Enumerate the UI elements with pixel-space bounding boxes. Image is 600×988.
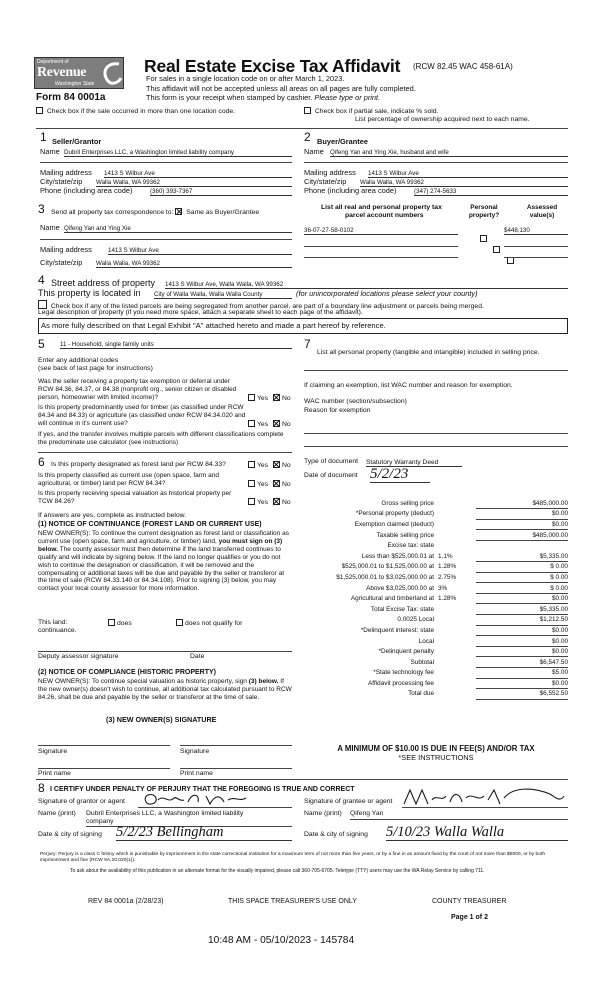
document-type-field[interactable]: Statutory Warranty Deed xyxy=(366,459,462,467)
calc-row-rate xyxy=(438,646,476,657)
legal-description-box[interactable]: As more fully described on that Legal Exhibit "A" attached hereto and made a part hereof by reference. xyxy=(38,318,568,334)
partial-sale-note: List percentage of ownership acquired next to each name. xyxy=(355,116,530,123)
owner-print-2-label: Print name xyxy=(180,770,213,777)
seller-phone-label: Phone (including area code) xyxy=(40,186,133,195)
page-title: Real Estate Excise Tax Affidavit xyxy=(144,56,401,76)
logo-line3: Washington State xyxy=(55,81,95,87)
q6-1-answer xyxy=(248,461,291,470)
partial-sale-label: Check box if partial sale, indicate % sold. xyxy=(314,108,439,115)
q5-2-yes-checkbox[interactable] xyxy=(248,420,255,427)
q6-2-yes-checkbox[interactable] xyxy=(248,480,255,487)
calc-row-rate xyxy=(438,689,476,700)
partial-sale-checkbox[interactable] xyxy=(304,107,311,114)
land-use-code-field[interactable]: 11 - Household, single family units xyxy=(60,341,292,349)
calc-row-label: Exemption claimed (deduct) xyxy=(354,520,434,528)
logo-line2: Revenue xyxy=(37,65,87,80)
multi-location-row xyxy=(36,107,235,116)
does-label: does xyxy=(117,620,132,627)
calc-row-value[interactable]: $5,335.00 xyxy=(476,551,568,562)
parcel-2-personal-checkbox[interactable] xyxy=(493,246,500,253)
calc-row-rate xyxy=(438,498,476,509)
calc-row-value[interactable]: $0.00 xyxy=(476,678,568,689)
q6-2-text: Is this property classified as current use (open space, farm and agricultural, or timber) land per RCW 84.34? xyxy=(38,472,220,487)
personal-property-head: Personal property? xyxy=(468,204,500,219)
calc-row-rate: 1.28% xyxy=(438,563,457,571)
calc-row-value[interactable] xyxy=(476,540,568,551)
q5-3-text: If yes, and the transfer involves multiple parcels with different classifications complete the predominate use calculator (see instructions) xyxy=(38,431,284,446)
buyer-name-field[interactable]: Qifeng Yan and Ying Xie, husband and wife xyxy=(330,149,568,157)
calc-row xyxy=(306,551,568,562)
does-not-qualify-checkbox[interactable] xyxy=(176,619,183,626)
q6-1-no-label: No xyxy=(281,462,291,469)
does-row xyxy=(108,619,132,628)
deputy-date-label: Date xyxy=(190,653,205,660)
treasurer-use-label: THIS SPACE TREASURER'S USE ONLY xyxy=(228,898,357,905)
calc-row-rate: 1.28% xyxy=(438,595,457,603)
calc-row-label: Total Excise Tax: state xyxy=(370,605,434,613)
calc-row xyxy=(306,678,568,689)
seller-city-field[interactable]: Walla Walla, WA 99362 xyxy=(96,179,292,187)
q5-1-no-checkbox[interactable] xyxy=(273,394,280,401)
segregate-label: Check box if any of the listed parcels are being segregated from another parcel, are part of a boundary line adjustment or parcels being merged. xyxy=(50,303,484,310)
q5-2-no-label: No xyxy=(281,421,291,428)
calc-row-rate xyxy=(438,636,476,647)
same-as-buyer-label: Same as Buyer/Grantee xyxy=(186,209,260,216)
reason-label: Reason for exemption xyxy=(304,407,371,414)
calc-row-value[interactable]: $1,212.50 xyxy=(476,615,568,626)
buyer-city-label: City/state/zip xyxy=(304,177,347,186)
calc-row xyxy=(306,583,568,594)
calc-row-label: Total due xyxy=(408,690,434,698)
calc-row xyxy=(306,625,568,636)
this-land-label: This land: xyxy=(38,619,68,626)
located-label: This property is located in xyxy=(38,288,141,298)
buyer-phone-field[interactable]: (347) 274-5633 xyxy=(414,188,568,196)
q5-1-yes-checkbox[interactable] xyxy=(248,394,255,401)
see-instructions: *SEE INSTRUCTIONS xyxy=(398,753,474,762)
seller-heading: Seller/Grantor xyxy=(52,137,102,146)
same-as-buyer-checkbox[interactable] xyxy=(175,208,182,215)
calc-row xyxy=(306,540,568,551)
logo-swirl-icon xyxy=(99,60,123,86)
grantee-name-field[interactable]: Qifeng Yan xyxy=(350,810,384,817)
multi-location-label: Check box if the sale occurred in more than one location code. xyxy=(46,108,236,115)
calc-row-rate xyxy=(438,657,476,668)
section-8-number: 8 xyxy=(38,781,45,795)
corr-mail-field[interactable]: 1413 S Wilbur Ave xyxy=(108,247,292,255)
buyer-city-field[interactable]: Walla Walla, WA 99362 xyxy=(360,179,568,187)
calc-row xyxy=(306,657,568,668)
calc-row xyxy=(306,572,568,583)
legal-description-label: Legal description of property (if you need more space, attach a separate sheet to each page of the affidavit). xyxy=(38,309,363,316)
seller-name-label: Name xyxy=(40,147,60,156)
corr-name-label: Name xyxy=(40,223,60,232)
q5-1-yes-label: Yes xyxy=(257,395,269,402)
q5-2-no-checkbox[interactable] xyxy=(273,420,280,427)
calc-row-value[interactable]: $0.00 xyxy=(476,519,568,530)
calc-row-value[interactable]: $ 0.00 xyxy=(476,572,568,583)
calc-row-label: *Delinquent penalty xyxy=(378,648,434,656)
q5-1-text: Was the seller receiving a property tax exemption or deferral under RCW 84.36, 84.37, or 84.38 (nonprofit org., senior citizen or disabled person, homeowner with limited income)? xyxy=(38,378,237,401)
calc-row-rate: 2.75% xyxy=(438,573,457,581)
calc-row-value[interactable]: $485,000.00 xyxy=(476,498,568,509)
owner-signature-2-label: Signature xyxy=(180,748,210,755)
calc-row xyxy=(306,636,568,647)
additional-codes-note: (see back of last page for instructions) xyxy=(38,365,153,372)
corr-city-field[interactable]: Walla Walla, WA 99362 xyxy=(96,260,292,268)
grantor-date-city-field[interactable]: 5/2/23 Bellingham xyxy=(116,824,292,841)
buyer-heading: Buyer/Grantee xyxy=(317,137,368,146)
header-line-3-text: This form is your receipt when stamped by cashier. xyxy=(146,93,313,102)
logo-line1: Department of xyxy=(37,59,69,65)
calc-row-value[interactable]: $0.00 xyxy=(476,636,568,647)
notice-2-bold: (3) below. xyxy=(248,678,279,685)
calc-row-rate xyxy=(438,519,476,530)
segregate-checkbox[interactable] xyxy=(38,300,47,309)
calc-row-rate xyxy=(438,615,476,626)
q6-2-answer xyxy=(248,480,291,489)
does-not-row xyxy=(176,619,242,628)
grantee-signature-label: Signature of grantee or agent xyxy=(304,798,393,805)
header-line-1: For sales in a single location code on or after March 1, 2023. xyxy=(146,74,345,83)
q6-3-no-label: No xyxy=(281,499,291,506)
calc-row-value[interactable]: $6,547.50 xyxy=(476,657,568,668)
calc-row-rate xyxy=(438,509,476,520)
wac-label: WAC number (section/subsection) xyxy=(304,398,407,405)
grantor-name-field[interactable]: Dubril Enterprises LLC, a Washington limited liability company xyxy=(86,810,244,825)
document-date-field[interactable]: 5/2/23 xyxy=(370,466,430,483)
q6-3-yes-label: Yes xyxy=(257,499,269,506)
grantor-signature[interactable] xyxy=(140,790,250,808)
section-5-number: 5 xyxy=(38,337,45,351)
parcel-1-number[interactable]: 36-07-27-58-0102 xyxy=(304,227,458,235)
form-revision: REV 84 0001a (2/28/23) xyxy=(88,898,164,905)
seller-name-field[interactable]: Dubril Enterprises LLC, a Washington limited liability company xyxy=(64,149,292,157)
q5-1-answer xyxy=(248,394,291,403)
calc-row-value[interactable]: $5.00 xyxy=(476,668,568,679)
q5-2-text: Is this property predominantly used for timber (as classified under RCW 84.34 and 84.33) or agriculture (as classified under RCW 84.34.020 and will continue in it's current use? xyxy=(38,404,246,427)
calc-row-label: *Personal property (deduct) xyxy=(355,510,434,518)
calc-row-value[interactable]: $0.00 xyxy=(476,593,568,604)
q6-1-yes-checkbox[interactable] xyxy=(248,461,255,468)
correspondence-label: Send all property tax correspondence to: xyxy=(51,209,174,216)
minimum-notice: A MINIMUM OF $10.00 IS DUE IN FEE(S) AND/OR TAX xyxy=(337,744,535,753)
grantee-name-label: Name (print) xyxy=(304,810,342,817)
notice-1-text-a: NEW OWNER(S): To continue the current designation as forest land or classification as current use (open space, farm and agriculture, or timber) land, xyxy=(38,530,289,545)
corr-city-label: City/state/zip xyxy=(40,258,83,267)
corr-mail-label: Mailing address xyxy=(40,245,92,254)
corr-name-field[interactable]: Qifeng Yan and Ying Xie xyxy=(64,225,292,233)
section-6-number: 6 xyxy=(38,455,45,469)
calc-row-rate: 1.1% xyxy=(438,552,453,560)
notice-2-text-b: If the new owner(s) doesn't wish to continue, all additional tax calculated pursuant to RCW 84.26, shall be due and payable by the seller or transferor at the time of sale. xyxy=(38,678,292,701)
q5-2-yes-label: Yes xyxy=(257,421,269,428)
grantor-date-city-label: Date & city of signing xyxy=(38,831,102,838)
calc-row-label: Affidavit processing fee xyxy=(368,679,434,687)
calc-row-rate xyxy=(438,530,476,541)
notice-1-text-b: The county assessor must then determine if the land transferred continues to qualify and will indicate by signing below. If the land no longer qualifies or you do not wish to continue the designation or classification, it will be removed and the compensating or additional taxes will be due and payable by the seller or transferor at the time of sale (RCW 84.33.140 or 84.34.108). Prior to signing (3) below, you may contact your local county assessor for more information. xyxy=(38,545,285,593)
q6-1-text: Is this property designated as forest land per RCW 84.33? xyxy=(51,461,226,468)
calc-row-rate xyxy=(438,604,476,615)
page-number: Page 1 of 2 xyxy=(451,914,488,921)
grantor-name-label: Name (print) xyxy=(38,810,76,817)
notice-1-bold: you must sign on (3) below. xyxy=(38,537,283,553)
rcw-reference: (RCW 82.45 WAC 458-61A) xyxy=(413,62,513,71)
q6-3-no-checkbox[interactable] xyxy=(273,498,280,505)
does-not-label: does not qualify for xyxy=(185,620,243,627)
calc-row-value[interactable]: $485,000.00 xyxy=(476,530,568,541)
calc-row-value[interactable]: $0.00 xyxy=(476,625,568,636)
calc-row-value[interactable]: $0.00 xyxy=(476,509,568,520)
seller-city-label: City/state/zip xyxy=(40,177,83,186)
header-line-2: This affidavit will not be accepted unless all areas on all pages are fully completed. xyxy=(146,83,416,93)
calc-row xyxy=(306,604,568,615)
notice-2-text xyxy=(38,678,294,702)
calc-row-label: Subtotal xyxy=(410,658,434,666)
alternate-format-notice: To ask about the availability of this publication in an alternate format for the visually impaired, please call 360-705-6705. Teletype (TTY) users may use the WA Relay Service by calling 711. xyxy=(70,868,485,874)
street-address-field[interactable]: 1413 S Wilbur Ave, Walla Walla, WA 99362 xyxy=(165,281,568,289)
calc-row-label: *State technology fee xyxy=(373,669,434,677)
q5-2-answer xyxy=(248,420,291,429)
calc-row xyxy=(306,646,568,657)
calc-row-value[interactable]: $0.00 xyxy=(476,646,568,657)
calc-row-label: Gross selling price xyxy=(381,499,434,507)
calc-row xyxy=(306,519,568,530)
parcel-1-personal-checkbox[interactable] xyxy=(480,235,487,242)
q6-3-yes-checkbox[interactable] xyxy=(248,498,255,505)
multi-location-checkbox[interactable] xyxy=(36,107,43,114)
calc-row-label: Taxable selling price xyxy=(376,531,434,539)
parcels-head-2: parcel account numbers xyxy=(345,212,424,219)
calc-row-label: *Delinquent interest: state xyxy=(360,626,434,634)
recording-stamp: 10:48 AM - 05/10/2023 - 145784 xyxy=(208,935,355,946)
calc-row-label: Less than $525,000.01 at xyxy=(361,552,434,560)
grantor-signature-label: Signature of grantor or agent xyxy=(38,798,125,805)
q6-3-text: Is this property receiving special valuation as historical property per TCW 84.26? xyxy=(38,490,232,505)
section-4-number: 4 xyxy=(38,273,45,287)
q6-2-yes-label: Yes xyxy=(257,481,269,488)
partial-sale-row xyxy=(304,107,438,116)
dor-logo xyxy=(34,57,124,89)
notice-2-heading: (2) NOTICE OF COMPLIANCE (HISTORIC PROPERTY) xyxy=(38,669,216,676)
calc-row-label: Local xyxy=(418,637,434,645)
notice-3-heading: (3) NEW OWNER(S) SIGNATURE xyxy=(106,715,217,724)
seller-mail-label: Mailing address xyxy=(40,168,92,177)
calc-row-label: Excise tax: state xyxy=(387,542,434,550)
calc-row-rate xyxy=(438,540,476,551)
buyer-phone-label: Phone (including area code) xyxy=(304,186,397,195)
document-date-label: Date of document xyxy=(304,472,358,479)
notice-1-text xyxy=(38,530,294,593)
calc-row-label: 0.0025 Local xyxy=(397,616,434,624)
notice-1-heading: (1) NOTICE OF CONTINUANCE (FOREST LAND OR CURRENT USE) xyxy=(38,521,262,528)
exemption-label: If claiming an exemption, list WAC number and reason for exemption. xyxy=(304,382,513,389)
q6-1-no-checkbox[interactable] xyxy=(273,461,280,468)
parcels-head-1: List all real and personal property tax xyxy=(321,204,442,211)
calc-row xyxy=(306,562,568,573)
owner-print-1-label: Print name xyxy=(38,770,71,777)
grantee-date-city-field[interactable]: 5/10/23 Walla Walla xyxy=(386,824,568,841)
tax-calculation-table xyxy=(306,498,568,700)
q5-1-no-label: No xyxy=(281,395,291,402)
calc-row xyxy=(306,668,568,679)
calc-row-label: Agricultural and timberland at xyxy=(350,595,434,603)
calc-row-rate xyxy=(438,678,476,689)
certify-statement: I CERTIFY UNDER PENALTY OF PERJURY THAT THE FOREGOING IS TRUE AND CORRECT xyxy=(50,786,355,793)
buyer-mail-label: Mailing address xyxy=(304,168,356,177)
grantee-date-city-label: Date & city of signing xyxy=(304,831,368,838)
calc-row-label: $525,000.01 to $1,525,000.00 at xyxy=(341,563,434,571)
parcel-1-value[interactable]: $448,130 xyxy=(504,227,568,235)
owner-signature-1-label: Signature xyxy=(38,748,68,755)
section-3-number: 3 xyxy=(38,202,45,216)
calc-row-rate: 3% xyxy=(438,584,448,592)
seller-mail-field[interactable]: 1413 S Wilbur Ave xyxy=(104,170,292,178)
calc-row-value[interactable]: $ 0.00 xyxy=(476,583,568,594)
section-2-number: 2 xyxy=(304,130,311,144)
calc-row-label: $1,525,000.01 to $3,025,000.00 at xyxy=(336,573,434,581)
notice-2-text-a: NEW OWNER(S): To continue special valuation as historic property, sign xyxy=(38,678,247,685)
calc-row xyxy=(306,498,568,509)
calc-row-value[interactable]: $ 0.00 xyxy=(476,562,568,573)
street-label: Street address of property xyxy=(51,278,156,288)
located-note: (for unincorporated locations please select your county) xyxy=(296,289,478,298)
seller-phone-field[interactable]: (360) 393-7367 xyxy=(150,188,292,196)
header-line-3 xyxy=(146,94,380,102)
calc-row-label: Above $3,025,000.00 at xyxy=(366,584,434,592)
header-line-3-italic: Please type or print. xyxy=(314,93,381,102)
calc-row-rate xyxy=(438,668,476,679)
calc-row-value[interactable]: $6,552.50 xyxy=(476,689,568,700)
calc-row-value[interactable]: $5,335.00 xyxy=(476,604,568,615)
q6-2-no-label: No xyxy=(281,481,291,488)
q6-1-yes-label: Yes xyxy=(257,462,269,469)
section-1-number: 1 xyxy=(40,130,47,144)
calc-row xyxy=(306,593,568,604)
section-7-number: 7 xyxy=(304,337,311,351)
q6-instructions: If answers are yes, complete as instructed below. xyxy=(38,512,187,519)
buyer-name-label: Name xyxy=(304,147,324,156)
calc-row xyxy=(306,615,568,626)
perjury-notice: Perjury: Perjury is a class C felony which is punishable by imprisonment in the state correctional institution for a maximum term of not more than five years, or by a fine in an amount fixed by the court of not more than $5000, or by both imprisonment and fine (RCW 9A.20.020(1)). xyxy=(40,852,546,863)
q6-2-no-checkbox[interactable] xyxy=(273,480,280,487)
calc-row xyxy=(306,509,568,520)
deputy-signature-label: Deputy assessor signature xyxy=(38,653,119,660)
additional-codes-label: Enter any additional codes xyxy=(38,357,119,364)
does-qualify-checkbox[interactable] xyxy=(108,619,115,626)
q6-3-answer xyxy=(248,498,291,507)
county-treasurer-label: COUNTY TREASURER xyxy=(432,898,507,905)
parcel-3-personal-checkbox[interactable] xyxy=(507,257,514,264)
assessed-value-head: Assessed value(s) xyxy=(526,204,558,219)
form-number: Form 84 0001a xyxy=(36,92,106,103)
calc-row xyxy=(306,530,568,541)
correspondence-row xyxy=(51,208,259,217)
personal-property-text: List all personal property (tangible and intangible) included in selling price. xyxy=(317,349,540,356)
calc-row xyxy=(306,689,568,700)
continuance-label: continuance. xyxy=(38,627,77,634)
buyer-mail-field[interactable]: 1413 S Wilbur Ave xyxy=(368,170,568,178)
located-field[interactable]: City of Walla Walla, Walla Walla County xyxy=(154,291,292,299)
document-type-label: Type of document xyxy=(304,458,359,465)
calc-row-rate xyxy=(438,625,476,636)
